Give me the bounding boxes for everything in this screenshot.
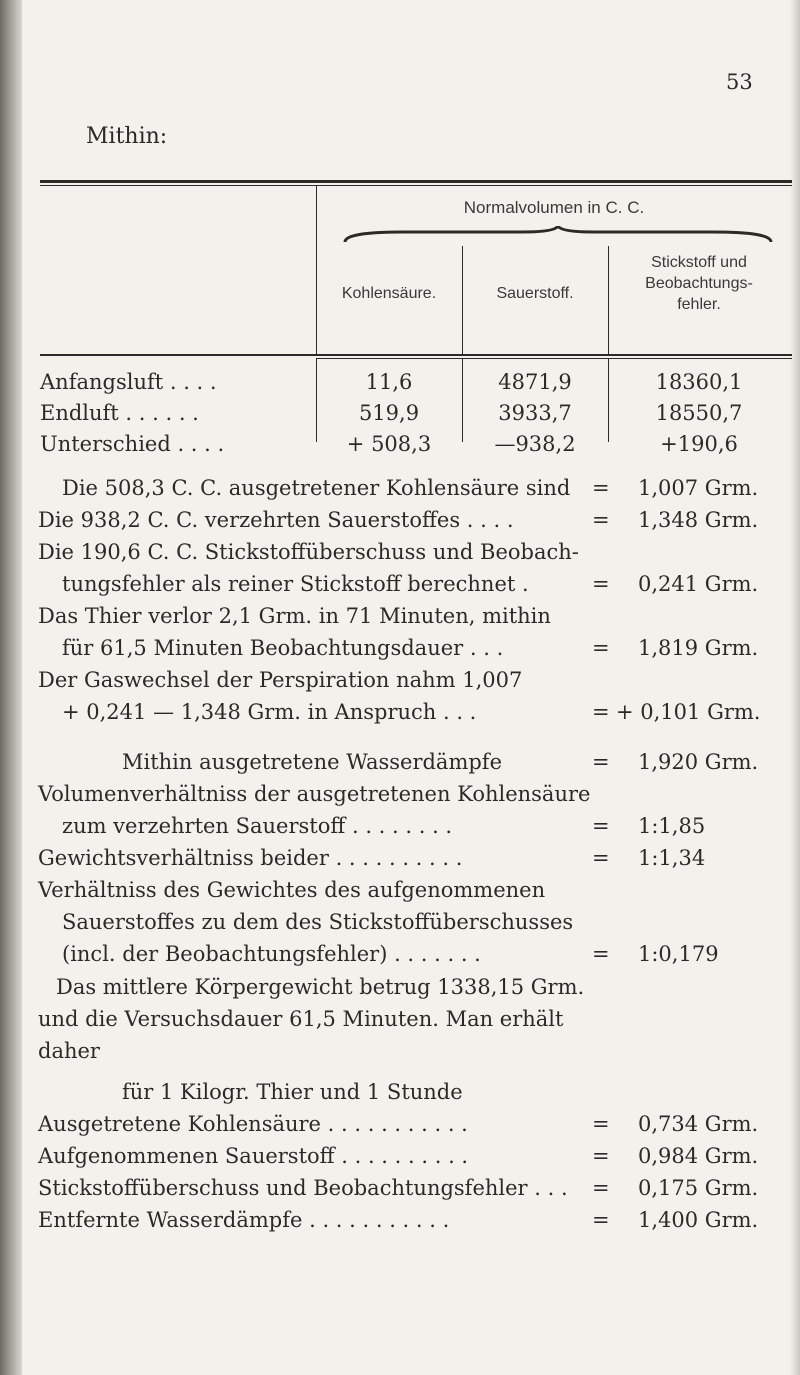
equals-sign: = xyxy=(592,750,610,774)
equals-sign: = xyxy=(592,1208,610,1232)
header-divider-left xyxy=(316,186,317,354)
text-line xyxy=(38,942,768,976)
cell-stickstoff: 18360,1 xyxy=(655,370,743,394)
line-text: Verhältniss des Gewichtes des aufgenommenen xyxy=(38,878,546,902)
line-text: Das mittlere Körpergewicht betrug 1338,15 Grm. xyxy=(56,975,585,999)
text-line xyxy=(38,1007,768,1041)
header-bottom-rule-thin xyxy=(316,358,792,359)
line-value: 0,734 Grm. xyxy=(638,1112,759,1136)
cell-sauerstoff: 3933,7 xyxy=(498,401,572,425)
cell-stickstoff: +190,6 xyxy=(660,432,738,456)
book-spine-shadow xyxy=(0,0,22,1375)
line-text: daher xyxy=(38,1039,100,1063)
line-value: + 0,101 Grm. xyxy=(616,700,761,724)
line-text: für 61,5 Minuten Beobachtungsdauer . . . xyxy=(62,636,504,660)
text-line xyxy=(38,878,768,912)
text-line xyxy=(38,975,768,1009)
line-value: 0,175 Grm. xyxy=(638,1176,759,1200)
line-text: Der Gaswechsel der Perspiration nahm 1,007 xyxy=(38,668,523,692)
cell-kohlensaeure: 519,9 xyxy=(358,401,420,425)
section-heading: Mithin: xyxy=(86,124,168,149)
line-text: (incl. der Beobachtungsfehler) . . . . . . . xyxy=(62,942,481,966)
text-line xyxy=(38,1144,768,1178)
row-label: Endluft . . . . . . xyxy=(40,401,199,425)
equals-sign: = xyxy=(592,814,610,838)
line-value: 1:1,34 xyxy=(638,846,706,870)
text-line xyxy=(38,782,768,816)
text-line xyxy=(38,1080,768,1114)
column-header-stickstoff xyxy=(608,252,790,315)
line-text: Volumenverhältniss der ausgetretenen Kohlensäure xyxy=(38,782,591,806)
equals-sign: = xyxy=(592,476,610,500)
cell-sauerstoff: —938,2 xyxy=(494,432,576,456)
cell-kohlensaeure: 11,6 xyxy=(365,370,413,394)
table-top-rule xyxy=(40,180,792,183)
line-value: 1:1,85 xyxy=(638,814,706,838)
text-line xyxy=(38,604,768,638)
line-text: Stickstoffüberschuss und Beobachtungsfehler . . . xyxy=(38,1176,568,1200)
line-text: tungsfehler als reiner Stickstoff berechnet . xyxy=(62,572,529,596)
row-label: Anfangsluft . . . . xyxy=(40,370,217,394)
line-text: zum verzehrten Sauerstoff . . . . . . . . xyxy=(62,814,453,838)
group-brace xyxy=(343,226,773,244)
text-line xyxy=(38,1208,768,1242)
line-value: 1,348 Grm. xyxy=(638,508,759,532)
line-value: 0,984 Grm. xyxy=(638,1144,759,1168)
text-line xyxy=(38,1176,768,1210)
text-line xyxy=(38,700,768,734)
equals-sign: = xyxy=(592,508,610,532)
cell-sauerstoff: 4871,9 xyxy=(498,370,572,394)
text-line xyxy=(38,814,768,848)
text-line xyxy=(38,750,768,784)
text-line xyxy=(38,1039,768,1073)
equals-sign: = xyxy=(592,700,610,724)
equals-sign: = xyxy=(592,846,610,870)
line-text: Ausgetretene Kohlensäure . . . . . . . . . . . xyxy=(38,1112,468,1136)
equals-sign: = xyxy=(592,636,610,660)
line-value: 0,241 Grm. xyxy=(638,572,759,596)
line-text: Mithin ausgetretene Wasserdämpfe xyxy=(122,750,503,774)
equals-sign: = xyxy=(592,942,610,966)
line-value: 1,007 Grm. xyxy=(638,476,759,500)
text-line xyxy=(38,508,768,542)
line-value: 1,400 Grm. xyxy=(638,1208,759,1232)
text-line xyxy=(38,572,768,606)
table-row xyxy=(40,432,792,466)
equals-sign: = xyxy=(592,572,610,596)
text-line xyxy=(38,668,768,702)
equals-sign: = xyxy=(592,1144,610,1168)
column-group-header: Normalvolumen in C. C. xyxy=(463,198,645,217)
text-line xyxy=(38,636,768,670)
line-text: Sauerstoffes zu dem des Stickstoffüberschusses xyxy=(62,910,574,934)
line-value: 1:0,179 xyxy=(638,942,719,966)
text-line xyxy=(38,476,768,510)
column-header-kohlensaeure: Kohlensäure. xyxy=(341,285,437,302)
equals-sign: = xyxy=(592,1176,610,1200)
line-value: 1,819 Grm. xyxy=(638,636,759,660)
table-top-rule-thin xyxy=(40,185,792,186)
line-text: und die Versuchsdauer 61,5 Minuten. Man erhält xyxy=(38,1007,564,1031)
page-edge-shadow xyxy=(790,0,800,1375)
line-text: Gewichtsverhältniss beider . . . . . . . . . . xyxy=(38,846,463,870)
line-text: Die 190,6 C. C. Stickstoffüberschuss und Beobach- xyxy=(38,540,579,564)
line-text: + 0,241 — 1,348 Grm. in Anspruch . . . xyxy=(62,700,477,724)
page-number: 53 xyxy=(726,70,753,94)
equals-sign: = xyxy=(592,1112,610,1136)
line-text: Die 938,2 C. C. verzehrten Sauerstoffes . . . . xyxy=(38,508,514,532)
cell-stickstoff: 18550,7 xyxy=(655,401,743,425)
header-line: Stickstoff und Beobachtungs- fehler. xyxy=(645,254,753,313)
line-text: Entfernte Wasserdämpfe . . . . . . . . . . . xyxy=(38,1208,450,1232)
text-line xyxy=(38,1112,768,1146)
table-row xyxy=(40,401,792,435)
line-text: Die 508,3 C. C. ausgetretener Kohlensäure sind xyxy=(62,476,571,500)
row-label: Unterschied . . . . xyxy=(40,432,225,456)
line-value: 1,920 Grm. xyxy=(638,750,759,774)
line-text: für 1 Kilogr. Thier und 1 Stunde xyxy=(122,1080,463,1104)
text-line xyxy=(38,540,768,574)
table-row xyxy=(40,370,792,404)
header-bottom-rule xyxy=(40,354,792,356)
line-text: Das Thier verlor 2,1 Grm. in 71 Minuten, mithin xyxy=(38,604,551,628)
cell-kohlensaeure: + 508,3 xyxy=(346,432,432,456)
text-line xyxy=(38,846,768,880)
column-header-sauerstoff: Sauerstoff. xyxy=(496,285,574,302)
text-line xyxy=(38,910,768,944)
line-text: Aufgenommenen Sauerstoff . . . . . . . . . . xyxy=(38,1144,469,1168)
